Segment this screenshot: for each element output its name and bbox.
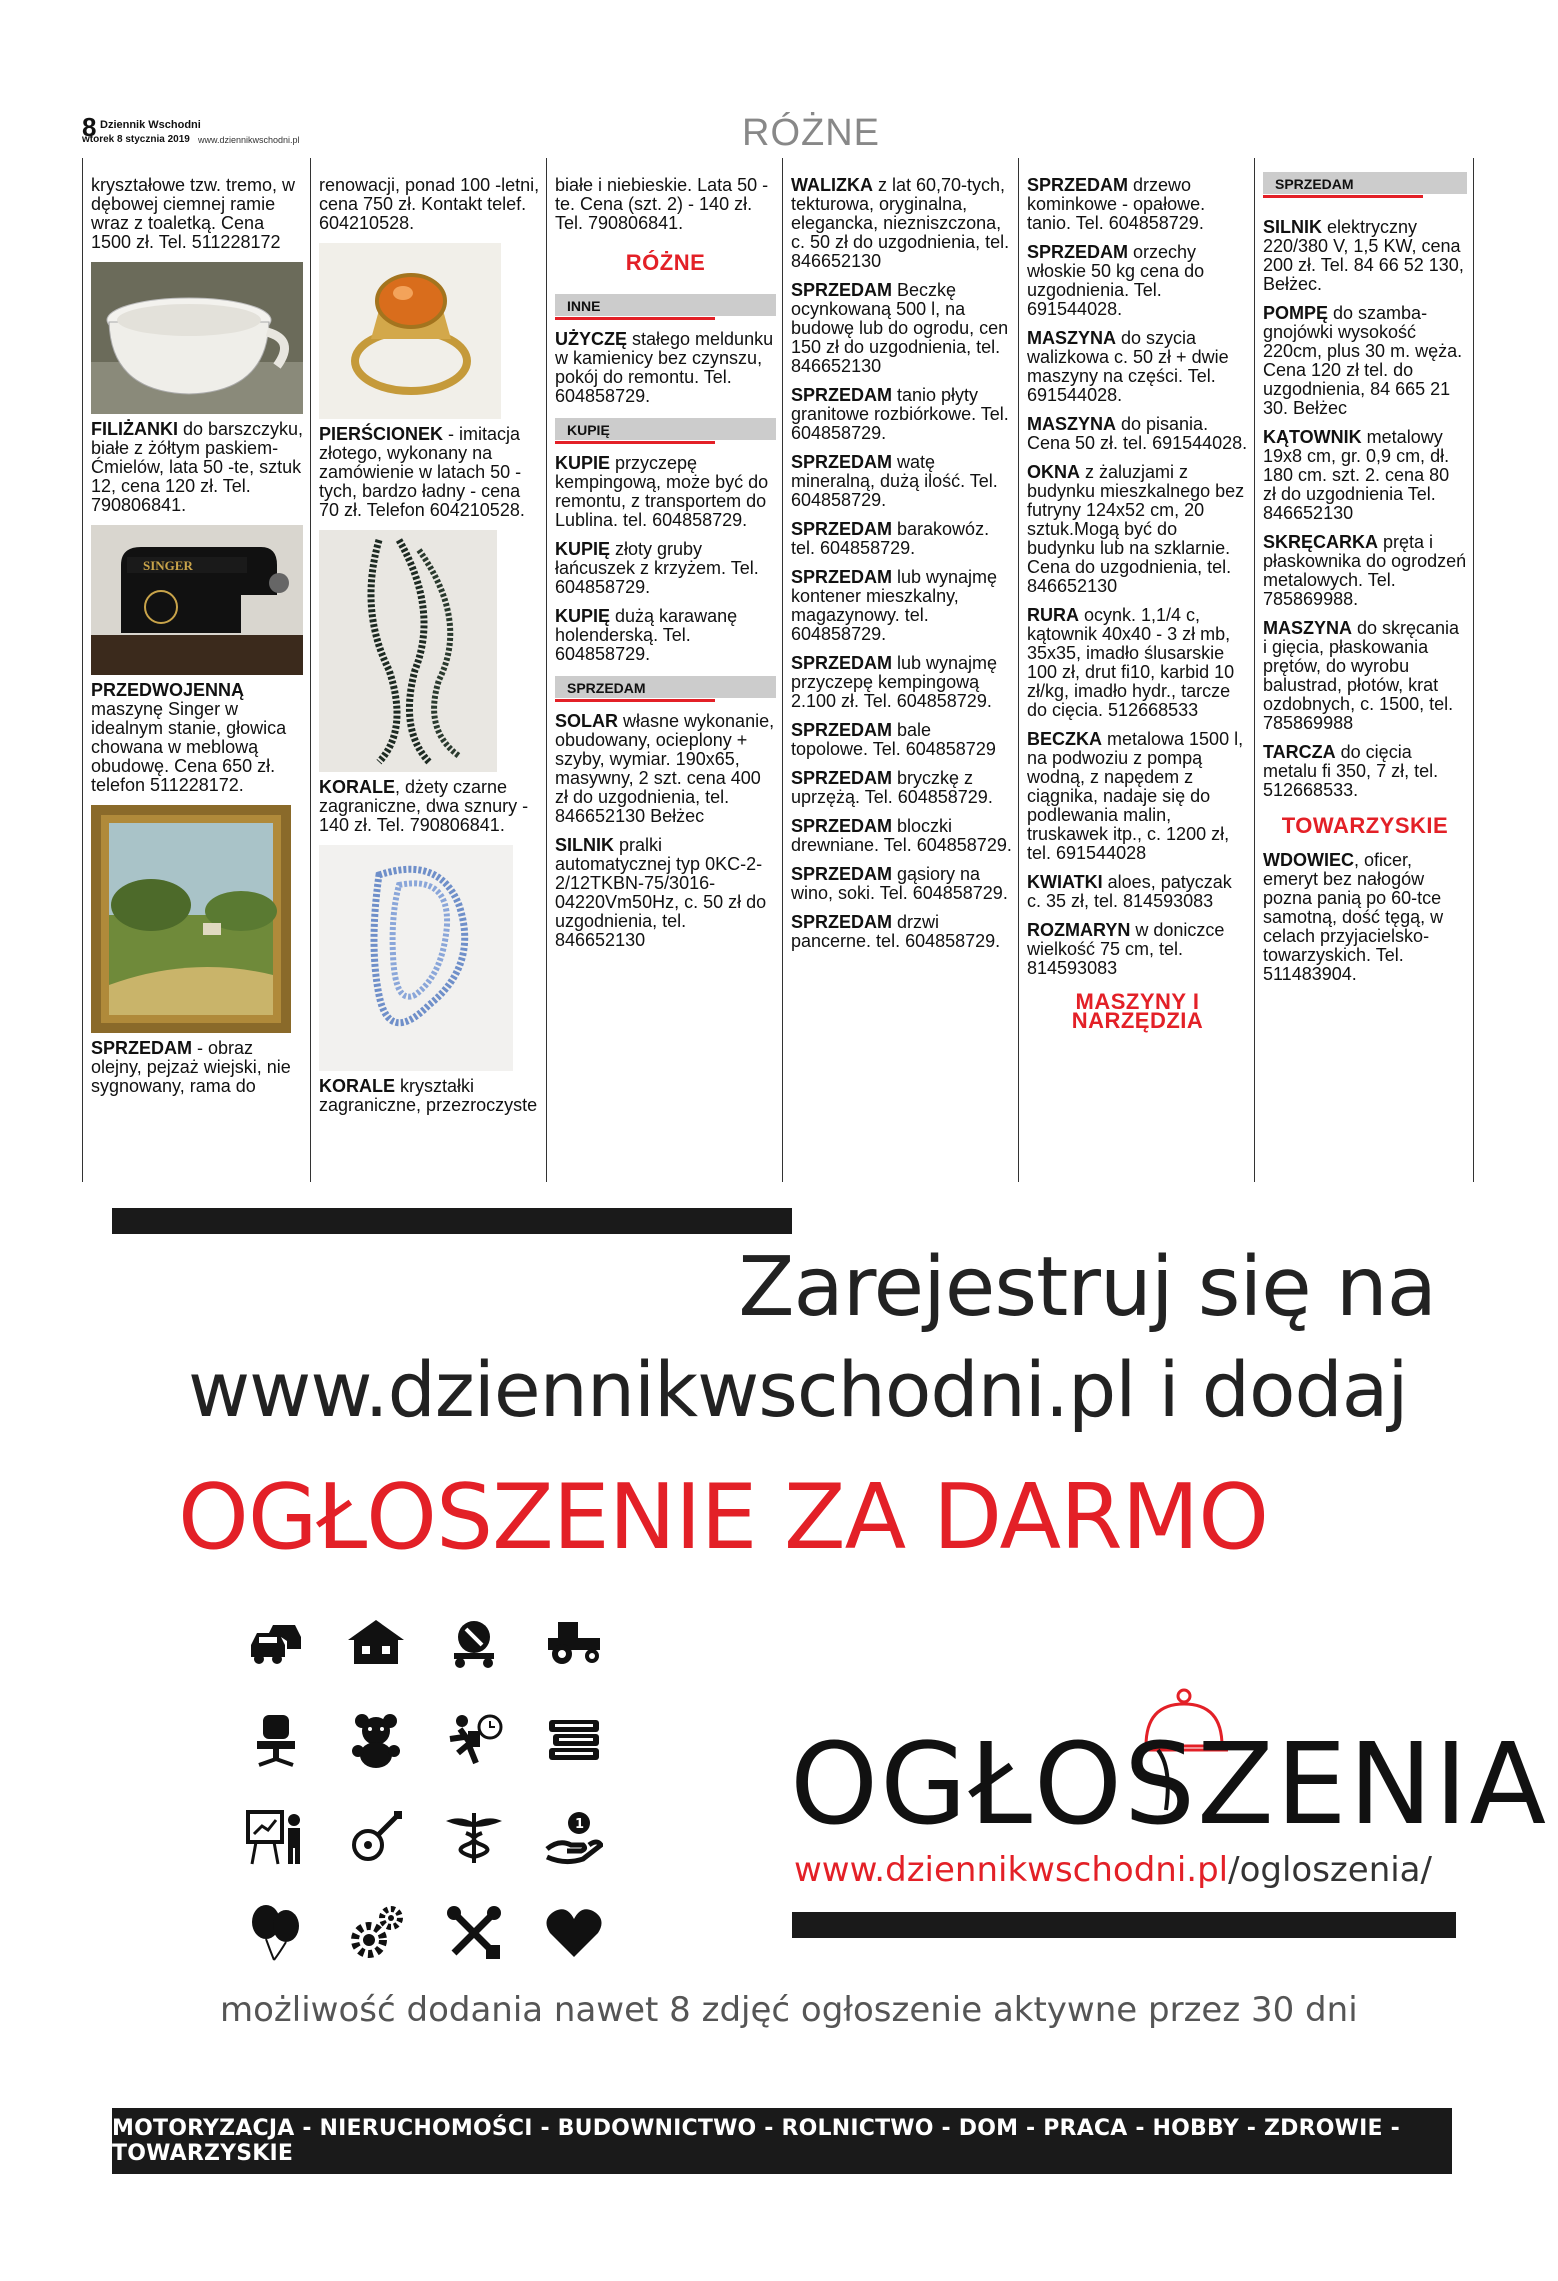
subcategory-label: SPRZEDAM: [1275, 176, 1354, 192]
ad-text: metalowa 1500 l, na podwoziu z pompą wodną, z napędem z ciągnika, nadaje się do podlewania malin, truskawek itp., c. 1200 zł, tel. 691544028: [1027, 729, 1244, 863]
ad-heading: SPRZEDAM: [791, 768, 893, 788]
list-item: [791, 769, 1012, 807]
list-item: [1263, 218, 1467, 294]
ad-text: własne wykonanie, obudowany, ocieplony + szyby, wymiar. 190x65, masywny, 2 szt. cena 400 zł do uzgodnienia, tel. 846652130 Bełżec: [555, 711, 775, 826]
list-item: [791, 721, 1012, 759]
heart-icon: [543, 1902, 605, 1964]
ad-heading: FILIŻANKI: [91, 419, 178, 439]
list-item: [91, 420, 304, 515]
ad-heading: TARCZA: [1263, 742, 1336, 762]
column-6: [1254, 158, 1474, 1182]
ad-text: orzechy włoskie 50 kg cena do uzgodnienia. Tel. 691544028.: [1027, 242, 1205, 319]
categories-bar: MOTORYZACJA - NIERUCHOMOŚCI - BUDOWNICTWO - ROLNICTWO - DOM - PRACA - HOBBY - ZDROWIE - TOWARZYSKIE: [112, 2108, 1452, 2174]
list-item: [555, 836, 776, 950]
office-chair-icon: [245, 1710, 307, 1772]
list-item: [91, 176, 304, 252]
ad-text: tanio płyty granitowe rozbiórkowe. Tel. 604858729.: [791, 385, 1009, 443]
list-item: [791, 913, 1012, 951]
list-item: [1027, 243, 1248, 319]
list-item: [1027, 730, 1248, 863]
ad-heading: SILNIK: [555, 835, 615, 855]
list-item: [1263, 428, 1467, 523]
ad-text: - imitacja złotego, wykonany na zamówienie w latach 50 -tych, bardzo ładny - cena 70 zł. Telefon 604210528.: [319, 424, 525, 520]
ad-heading: SPRZEDAM: [791, 653, 893, 673]
ogloszenia-url-path[interactable]: /ogloszenia/: [1228, 1850, 1432, 1890]
ad-text: drzwi pancerne. tel. 604858729.: [791, 912, 1001, 951]
list-item: [791, 176, 1012, 271]
list-item: [1027, 606, 1248, 720]
subcategory-inne: [555, 294, 776, 316]
ad-text: drzewo kominkowe - opałowe. tanio. Tel. 604858729.: [1027, 175, 1206, 233]
ad-heading: WDOWIEC: [1263, 850, 1354, 870]
category-heading-maszyny: MASZYNY I NARZĘDZIA: [1071, 989, 1204, 1033]
promo-top-bar: [112, 1208, 792, 1234]
list-item: [555, 540, 776, 597]
column-3: [546, 158, 782, 1182]
subcategory-label: INNE: [567, 298, 601, 314]
ad-text: renowacji, ponad 100 -letni, cena 750 zł. Kontakt telef. 604210528.: [319, 175, 540, 233]
svg-text:1: 1: [575, 1817, 585, 1832]
ad-text: watę mineralną, dużą ilość. Tel. 604858729.: [791, 452, 998, 510]
ad-text: stałego meldunku w kamienicy bez czynszu, pokój do remontu. Tel. 604858729.: [555, 329, 774, 406]
ad-text: w doniczce wielkość 75 cm, tel. 814593083: [1027, 920, 1225, 978]
list-item: [555, 712, 776, 826]
ad-text: z żaluzjami z budynku mieszkalnego bez futryny 124x52 cm, 20 sztuk.Mogą być do budynku lub na szklarnie. Cena do uzgodnienia, tel. 846652130: [1027, 462, 1245, 596]
list-item: [319, 176, 540, 233]
ad-text: bloczki drewniane. Tel. 604858729.: [791, 816, 1012, 855]
subcategory-label: KUPIĘ: [567, 422, 610, 438]
list-item: [791, 281, 1012, 376]
ad-heading: SPRZEDAM: [791, 452, 893, 472]
list-item: [1263, 851, 1467, 984]
guitar-icon: [345, 1806, 407, 1868]
ad-text: bale topolowe. Tel. 604858729: [791, 720, 996, 759]
list-item: [791, 654, 1012, 711]
ad-heading: SPRZEDAM: [1027, 242, 1129, 262]
ad-heading: SPRZEDAM: [791, 864, 893, 884]
ad-heading: MASZYNA: [1027, 328, 1116, 348]
ad-text: do szycia walizkowa c. 50 zł + dwie maszyny na części. Tel. 691544028.: [1027, 328, 1229, 405]
ad-heading: SPRZEDAM: [1027, 175, 1129, 195]
ad-text: do barszczyku, białe z żółtym paskiem-Ćmielów, lata 50 -te, sztuk 12, cena 120 zł. Tel. 790806841.: [91, 419, 304, 515]
list-item: [1263, 743, 1467, 800]
ad-heading: BECZKA: [1027, 729, 1102, 749]
ad-text: lub wynajmę kontener mieszkalny, magazynowy. tel. 604858729.: [791, 567, 998, 644]
ad-text: , dżety czarne zagraniczne, dwa sznury - 140 zł. Tel. 790806841.: [319, 777, 529, 835]
ogloszenia-logo: OGŁOSZENIA: [790, 1720, 1549, 1850]
subcategory-kupie: [555, 418, 776, 440]
ad-heading: KUPIĘ: [555, 539, 611, 559]
teddy-bear-icon: [345, 1710, 407, 1772]
presentation-icon: [245, 1806, 307, 1868]
list-item: [319, 778, 540, 835]
promo-url-line[interactable]: www.dziennikwschodni.pl i dodaj: [188, 1345, 1408, 1434]
list-item: [319, 1077, 540, 1115]
list-item: [319, 425, 540, 520]
list-item: [91, 1039, 304, 1096]
books-icon: [543, 1710, 605, 1772]
ad-text: Beczkę ocynkowaną 500 l, na budowę lub do ogrodu, cen 150 zł do uzgodnienia, tel. 846652130: [791, 280, 1009, 376]
ad-text: białe i niebieskie. Lata 50 -te. Cena (szt. 2) - 140 zł. Tel. 790806841.: [555, 175, 769, 233]
ring-photo: [319, 243, 501, 419]
ad-text: maszynę Singer w idealnym stanie, głowica chowana w meblową obudowę. Cena 650 zł. telefon 511228172.: [91, 699, 287, 795]
ad-heading: RURA: [1027, 605, 1079, 625]
issue-date: wtorek 8 stycznia 2019: [82, 134, 190, 145]
list-item: [555, 330, 776, 406]
ad-heading: KUPIĘ: [555, 606, 611, 626]
paper-url[interactable]: www.dziennikwschodni.pl: [198, 135, 300, 145]
cement-mixer-icon: [443, 1610, 505, 1672]
paper-name: Dziennik Wschodni: [100, 119, 201, 131]
ad-heading: SKRĘCARKA: [1263, 532, 1379, 552]
category-icons-grid: [245, 1610, 605, 1980]
ad-text: bryczkę z uprzężą. Tel. 604858729.: [791, 768, 993, 807]
list-item: [1027, 329, 1248, 405]
list-item: [1263, 619, 1467, 733]
caduceus-icon: [443, 1806, 505, 1868]
ad-heading: KWIATKI: [1027, 872, 1103, 892]
ad-heading: SPRZEDAM: [791, 720, 893, 740]
ad-text: kryształowe tzw. tremo, w dębowej ciemnej ramie wraz z toaletką. Cena 1500 zł. Tel. 511228172: [91, 175, 296, 252]
tractor-icon: [543, 1610, 605, 1672]
list-item: [91, 681, 304, 795]
ad-text: elektryczny 220/380 V, 1,5 KW, cena 200 zł. Tel. 84 66 52 130, Bełżec.: [1263, 217, 1464, 294]
subcategory-sprzedam: [555, 676, 776, 698]
teacup-photo: [91, 262, 303, 414]
ad-heading: WALIZKA: [791, 175, 873, 195]
list-item: [1027, 176, 1248, 233]
house-icon: [345, 1610, 407, 1672]
page-header: [82, 112, 1472, 152]
tools-icon: [443, 1902, 505, 1964]
promo-note: możliwość dodania nawet 8 zdjęć ogłoszenie aktywne przez 30 dni: [220, 1990, 1358, 2030]
ad-text: złoty gruby łańcuszek z krzyżem. Tel. 604858729.: [555, 539, 759, 597]
ad-heading: UŻYCZĘ: [555, 329, 627, 349]
ad-text: , oficer, emeryt bez nałogów pozna panią po 60-tce samotną, dość tęgą, w celach przyjacielsko-towarzyskich. Tel. 511483904.: [1263, 850, 1444, 984]
landscape-painting-photo: [91, 805, 291, 1033]
column-1: [82, 158, 310, 1182]
ad-text: pręta i płaskownika do ogrodzeń metalowych. Tel. 785869988.: [1263, 532, 1467, 609]
ad-text: do cięcia metalu fi 350, 7 zł, tel. 512668533.: [1263, 742, 1439, 800]
subcategory-sprzedam: [1263, 172, 1467, 194]
category-heading-rozne: RÓŻNE: [625, 250, 706, 275]
ad-heading: SPRZEDAM: [791, 519, 893, 539]
ogloszenia-url-domain[interactable]: www.dziennikwschodni.pl: [794, 1850, 1229, 1890]
ad-heading: KUPIE: [555, 453, 611, 473]
ad-text: ocynk. 1,1/4 c, kątownik 40x40 - 3 zł mb, 35x35, imadło ślusarskie 100 zł, drut fi10, karbid 10 zł/kg, imadło hydr., tarcze do cięcia. 512668533: [1027, 605, 1235, 720]
column-5: [1018, 158, 1254, 1182]
ad-heading: KORALE: [319, 777, 395, 797]
list-item: [791, 817, 1012, 855]
ad-heading: PIERŚCIONEK: [319, 424, 444, 444]
ad-text: barakowóz. tel. 604858729.: [791, 519, 990, 558]
ad-heading: KĄTOWNIK: [1263, 427, 1362, 447]
promo-register-line: Zarejestruj się na: [738, 1240, 1436, 1335]
ogloszenia-url[interactable]: [794, 1850, 1432, 1890]
balloons-icon: [245, 1902, 307, 1964]
section-title: RÓŻNE: [742, 112, 880, 154]
list-item: [1263, 533, 1467, 609]
ad-heading: MASZYNA: [1263, 618, 1352, 638]
ad-text: lub wynajmę przyczepę kempingową 2.100 zł. Tel. 604858729.: [791, 653, 998, 711]
classifieds-columns: [82, 158, 1474, 1182]
list-item: [1027, 921, 1248, 978]
list-item: [555, 176, 776, 233]
ad-text: dużą karawanę holenderską. Tel. 604858729.: [555, 606, 738, 664]
crystal-beads-photo: [319, 845, 513, 1071]
ad-text: metalowy 19x8 cm, gr. 0,9 cm, dł. 180 cm. szt. 2. cena 80 zł do uzgodnienia Tel. 846652130: [1263, 427, 1450, 523]
singer-sewing-machine-photo: [91, 525, 303, 675]
list-item: [791, 453, 1012, 510]
list-item: [791, 520, 1012, 558]
ad-heading: SPRZEDAM: [791, 912, 893, 932]
svg-text:SINGER: SINGER: [143, 558, 193, 573]
ad-heading: MASZYNA: [1027, 414, 1116, 434]
ad-text: pralki automatycznej typ 0KC-2-2/12TKBN-75/3016-04220Vm50Hz, c. 50 zł do uzgodnienia, tel. 846652130: [555, 835, 767, 950]
category-heading-towarzyskie: TOWARZYSKIE: [1281, 813, 1449, 838]
ad-heading: POMPĘ: [1263, 303, 1329, 323]
list-item: [1027, 463, 1248, 596]
column-4: [782, 158, 1018, 1182]
ad-heading: SPRZEDAM: [791, 816, 893, 836]
ad-text: do skręcania i gięcia, płaskowania prętów, do wyrobu balustrad, płotów, krat ozdobnych, c. 1500, tel. 785869988: [1263, 618, 1460, 733]
list-item: [791, 386, 1012, 443]
ad-text: przyczepę kempingową, może być do remontu, z transportem do Lublina. tel. 604858729.: [555, 453, 769, 530]
ad-text: z lat 60,70-tych, tekturowa, oryginalna, elegancka, niezniszczona, c. 50 zł do uzgodnienia, tel. 846652130: [791, 175, 1010, 271]
list-item: [555, 454, 776, 530]
donation-icon: [543, 1806, 605, 1868]
black-beads-photo: [319, 530, 497, 772]
ad-heading: SPRZEDAM: [791, 567, 893, 587]
ad-heading: KORALE: [319, 1076, 395, 1096]
list-item: [1263, 304, 1467, 418]
cars-icon: [245, 1610, 307, 1672]
subcategory-label: SPRZEDAM: [567, 680, 646, 696]
ad-heading: SPRZEDAM: [91, 1038, 193, 1058]
ad-heading: SILNIK: [1263, 217, 1323, 237]
column-2: [310, 158, 546, 1182]
running-clock-icon: [443, 1710, 505, 1772]
gears-icon: [345, 1902, 407, 1964]
ad-text: aloes, patyczak c. 35 zł, tel. 814593083: [1027, 872, 1232, 911]
list-item: [791, 865, 1012, 903]
promo-free-ad-line: OGŁOSZENIE ZA DARMO: [178, 1465, 1269, 1570]
list-item: [1027, 415, 1248, 453]
ad-heading: OKNA: [1027, 462, 1080, 482]
ad-heading: SPRZEDAM: [791, 280, 893, 300]
ad-text: gąsiory na wino, soki. Tel. 604858729.: [791, 864, 1008, 903]
ad-heading: PRZEDWOJENNĄ: [91, 680, 245, 700]
ad-text: do pisania. Cena 50 zł. tel. 691544028.: [1027, 414, 1248, 453]
promo-bottom-bar: [792, 1912, 1456, 1938]
ad-heading: SOLAR: [555, 711, 618, 731]
ad-heading: SPRZEDAM: [791, 385, 893, 405]
ad-text: do szamba-gnojówki wysokość 220cm, plus 30 m. węża. Cena 120 zł tel. do uzgodnienia, 84 665 21 30. Bełżec: [1263, 303, 1463, 418]
ad-text: kryształki zagraniczne, przezroczyste: [319, 1076, 538, 1115]
ad-heading: ROZMARYN: [1027, 920, 1131, 940]
page-number: 8: [82, 112, 97, 142]
ad-text: - obraz olejny, pejzaż wiejski, nie sygnowany, rama do: [91, 1038, 291, 1096]
list-item: [791, 568, 1012, 644]
list-item: [1027, 873, 1248, 911]
list-item: [555, 607, 776, 664]
